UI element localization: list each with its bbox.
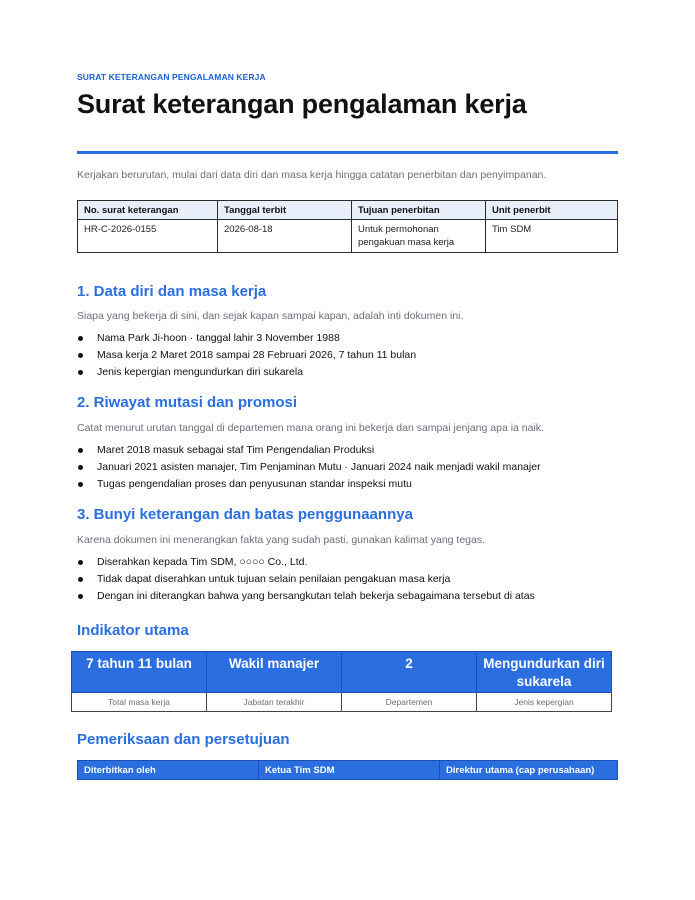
section-3-list: [77, 554, 535, 605]
kpi-value-departments: 2: [342, 652, 477, 693]
document-meta-table: [77, 200, 618, 253]
meta-header-row: [78, 201, 618, 220]
kpi-value-departure: Mengundurkan diri sukarela: [477, 652, 612, 693]
kpi-label-position: Jabatan terakhir: [207, 693, 342, 712]
kpi-heading: Indikator utama: [77, 622, 189, 639]
list-item: Tugas pengendalian proses dan penyusunan standar inspeksi mutu: [77, 476, 541, 493]
meta-number: HR-C-2026-0155: [78, 220, 218, 253]
approval-table: [77, 760, 618, 780]
approval-header-row: [78, 761, 618, 780]
list-item: Masa kerja 2 Maret 2018 sampai 28 Februari 2026, 7 tahun 11 bulan: [77, 347, 416, 364]
list-item: Jenis kepergian mengundurkan diri sukarela: [77, 364, 416, 381]
table-row: [78, 220, 618, 253]
meta-header-purpose: Tujuan penerbitan: [352, 201, 486, 220]
list-item: Diserahkan kepada Tim SDM, ○○○○ Co., Ltd.: [77, 554, 535, 571]
kpi-label-departure: Jenis kepergian: [477, 693, 612, 712]
title-divider: [77, 151, 618, 154]
meta-header-date: Tanggal terbit: [218, 201, 352, 220]
document-intro: Kerjakan berurutan, mulai dari data diri dan masa kerja hingga catatan penerbitan dan penyimpanan.: [77, 169, 547, 181]
approval-header-hr-lead: Ketua Tim SDM: [259, 761, 440, 780]
section-1-list: [77, 330, 416, 381]
kpi-table: [71, 651, 612, 712]
document-title: Surat keterangan pengalaman kerja: [77, 89, 527, 119]
kpi-label-row: [72, 693, 612, 712]
section-2-list: [77, 442, 541, 493]
kpi-value-row: [72, 652, 612, 693]
kpi-label-departments: Departemen: [342, 693, 477, 712]
kpi-value-tenure: 7 tahun 11 bulan: [72, 652, 207, 693]
meta-header-unit: Unit penerbit: [486, 201, 618, 220]
meta-unit: Tim SDM: [486, 220, 618, 253]
list-item: Nama Park Ji-hoon · tanggal lahir 3 November 1988: [77, 330, 416, 347]
list-item: Dengan ini diterangkan bahwa yang bersangkutan telah bekerja sebagaimana tersebut di atas: [77, 588, 535, 605]
list-item: Maret 2018 masuk sebagai staf Tim Pengendalian Produksi: [77, 442, 541, 459]
document-eyebrow: SURAT KETERANGAN PENGALAMAN KERJA: [77, 72, 266, 82]
approval-header-issuer: Diterbitkan oleh: [78, 761, 259, 780]
list-item: Januari 2021 asisten manajer, Tim Penjaminan Mutu · Januari 2024 naik menjadi wakil manajer: [77, 459, 541, 476]
section-2-heading: 2. Riwayat mutasi dan promosi: [77, 394, 298, 411]
section-1-subtitle: Siapa yang bekerja di sini, dan sejak kapan sampai kapan, adalah inti dokumen ini.: [77, 310, 464, 322]
kpi-label-tenure: Total masa kerja: [72, 693, 207, 712]
meta-purpose: Untuk permohonan pengakuan masa kerja: [352, 220, 486, 253]
section-1-heading: 1. Data diri dan masa kerja: [77, 283, 267, 300]
section-2-subtitle: Catat menurut urutan tanggal di departemen mana orang ini bekerja dan sampai jenjang apa ia naik.: [77, 422, 544, 434]
meta-date: 2026-08-18: [218, 220, 352, 253]
section-3-subtitle: Karena dokumen ini menerangkan fakta yang sudah pasti, gunakan kalimat yang tegas.: [77, 534, 486, 546]
list-item: Tidak dapat diserahkan untuk tujuan selain penilaian pengakuan masa kerja: [77, 571, 535, 588]
approval-header-director: Direktur utama (cap perusahaan): [440, 761, 618, 780]
section-3-heading: 3. Bunyi keterangan dan batas penggunaannya: [77, 506, 413, 523]
approval-heading: Pemeriksaan dan persetujuan: [77, 731, 290, 748]
meta-header-number: No. surat keterangan: [78, 201, 218, 220]
kpi-value-position: Wakil manajer: [207, 652, 342, 693]
